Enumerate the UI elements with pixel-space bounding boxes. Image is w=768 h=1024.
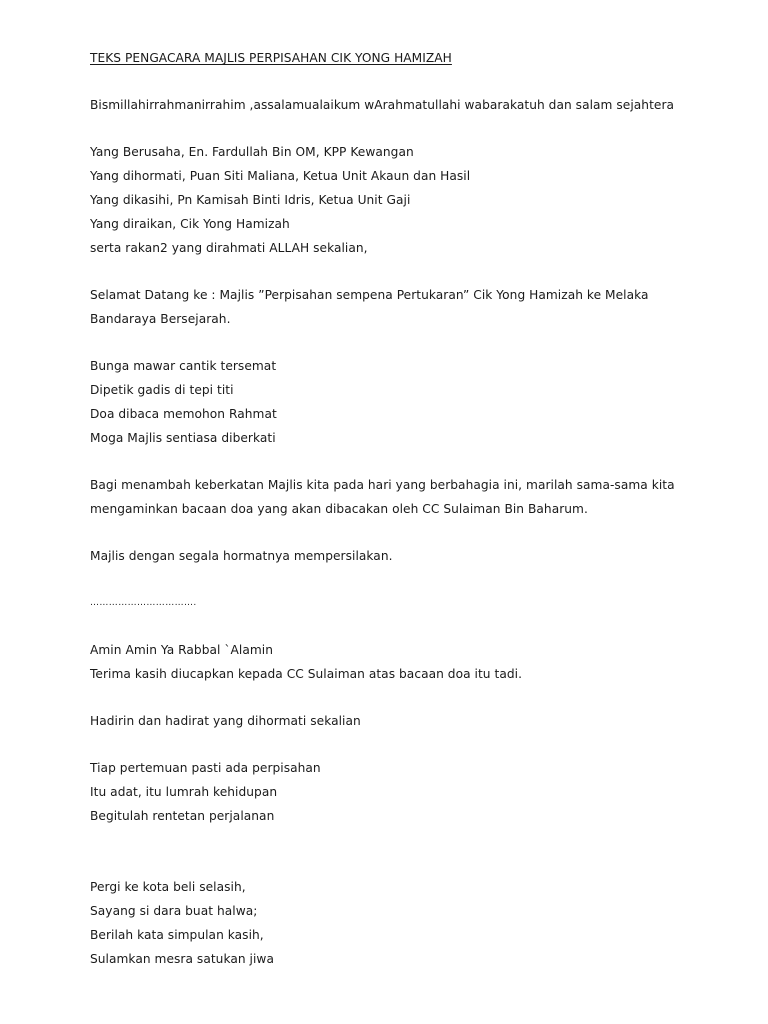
pantun-line: Doa dibaca memohon Rahmat <box>90 407 277 421</box>
invite-line: Majlis dengan segala hormatnya mempersilakan. <box>90 549 393 563</box>
audience-address: Hadirin dan hadirat yang dihormati sekalian <box>90 714 361 728</box>
amin-line: Amin Amin Ya Rabbal `Alamin <box>90 643 273 657</box>
addressee-list <box>90 140 750 260</box>
verse-line: Itu adat, itu lumrah kehidupan <box>90 785 278 799</box>
pantun-line: Pergi ke kota beli selasih, <box>90 880 246 894</box>
prayer-intro-line: mengaminkan bacaan doa yang akan dibacakan oleh CC Sulaiman Bin Baharum. <box>90 502 588 516</box>
amin-line: Terima kasih diucapkan kepada CC Sulaiman atas bacaan doa itu tadi. <box>90 667 522 681</box>
pantun-line: Bunga mawar cantik tersemat <box>90 359 277 373</box>
prayer-intro-line: Bagi menambah keberkatan Majlis kita pada hari yang berbahagia ini, marilah sama-sama kita <box>90 478 675 492</box>
pantun-line: Berilah kata simpulan kasih, <box>90 928 264 942</box>
pantun-line: Dipetik gadis di tepi titi <box>90 383 234 397</box>
addressee-line: serta rakan2 yang dirahmati ALLAH sekalian, <box>90 241 368 255</box>
dotted-separator: ……………………………. <box>90 598 197 608</box>
verse-line: Begitulah rentetan perjalanan <box>90 809 275 823</box>
prayer-intro-paragraph <box>90 473 750 521</box>
document-title: TEKS PENGACARA MAJLIS PERPISAHAN CIK YONG HAMIZAH <box>90 51 452 65</box>
document-page <box>90 46 750 971</box>
verse-block <box>90 756 750 828</box>
welcome-paragraph <box>90 283 750 331</box>
amin-paragraph <box>90 638 750 686</box>
welcome-line: Selamat Datang ke : Majlis ”Perpisahan sempena Pertukaran” Cik Yong Hamizah ke Melaka <box>90 288 649 302</box>
welcome-line: Bandaraya Bersejarah. <box>90 312 231 326</box>
addressee-line: Yang diraikan, Cik Yong Hamizah <box>90 217 290 231</box>
pantun-opening <box>90 354 750 450</box>
addressee-line: Yang dihormati, Puan Siti Maliana, Ketua Unit Akaun dan Hasil <box>90 169 471 183</box>
verse-line: Tiap pertemuan pasti ada perpisahan <box>90 761 321 775</box>
pantun-line: Sulamkan mesra satukan jiwa <box>90 952 274 966</box>
addressee-line: Yang dikasihi, Pn Kamisah Binti Idris, Ketua Unit Gaji <box>90 193 411 207</box>
pantun-closing <box>90 875 750 971</box>
addressee-line: Yang Berusaha, En. Fardullah Bin OM, KPP Kewangan <box>90 145 414 159</box>
pantun-line: Sayang si dara buat halwa; <box>90 904 258 918</box>
pantun-line: Moga Majlis sentiasa diberkati <box>90 431 276 445</box>
greeting: Bismillahirrahmanirrahim ,assalamualaikum wArahmatullahi wabarakatuh dan salam sejahtera <box>90 98 675 112</box>
